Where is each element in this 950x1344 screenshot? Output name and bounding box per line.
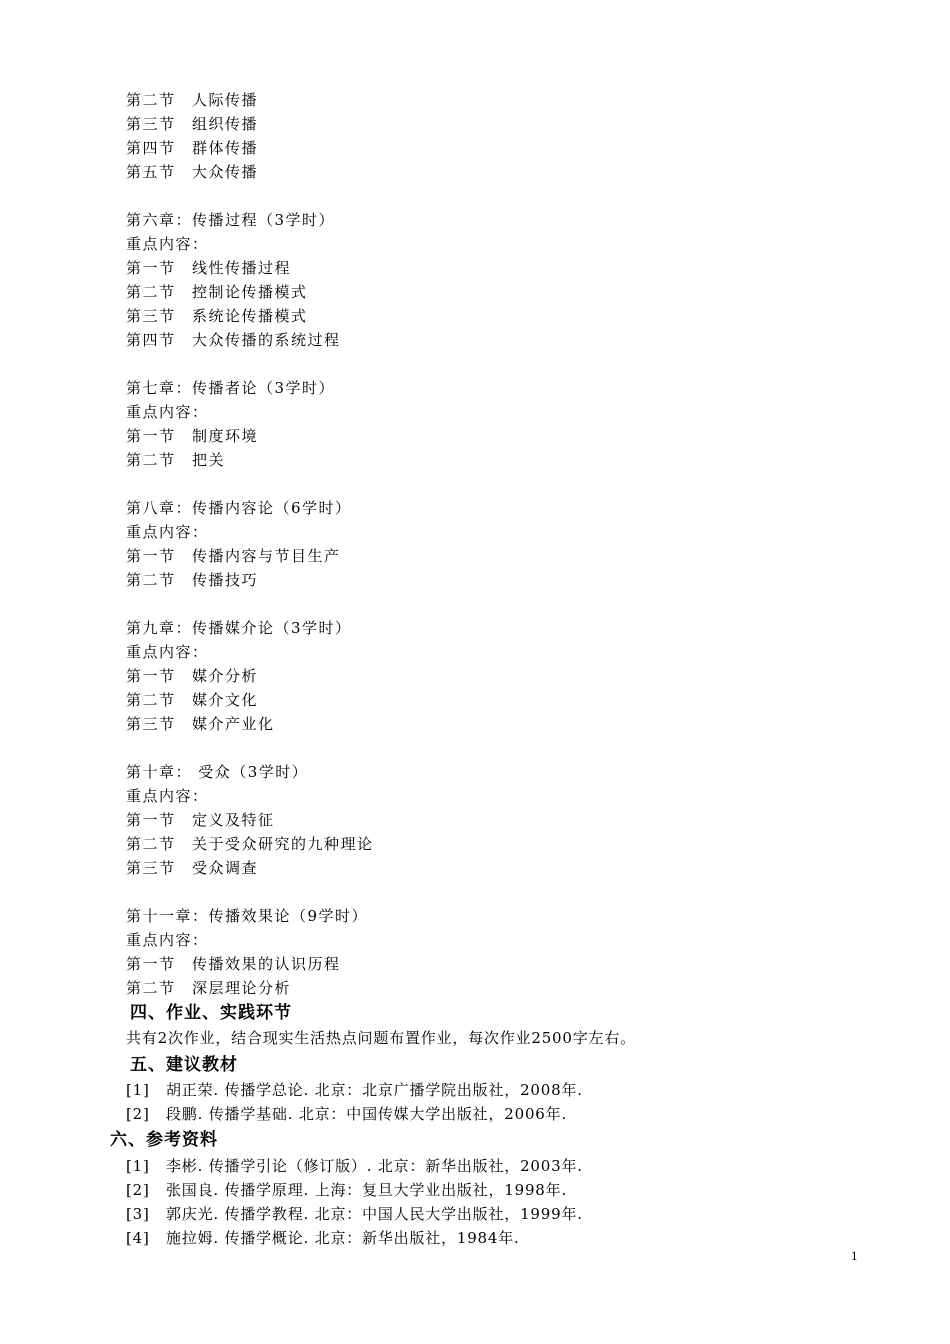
section-number: 第三节 bbox=[126, 115, 176, 133]
key-content-label: 重点内容： bbox=[126, 523, 209, 541]
section-number: 第一节 bbox=[126, 259, 176, 277]
reference-item bbox=[126, 1080, 583, 1100]
reference-item bbox=[126, 1104, 567, 1124]
section-number: 第一节 bbox=[126, 547, 176, 565]
section-number: 第四节 bbox=[126, 331, 176, 349]
section-title: 媒介分析 bbox=[192, 667, 259, 685]
section-number: 第一节 bbox=[126, 427, 176, 445]
section-title: 传播技巧 bbox=[192, 571, 259, 589]
section-line bbox=[126, 546, 341, 566]
section-line bbox=[126, 138, 258, 158]
section-line bbox=[126, 570, 258, 590]
reference-text: 施拉姆. 传播学概论. 北京：新华出版社，1984年. bbox=[166, 1229, 520, 1247]
section-title: 大众传播的系统过程 bbox=[192, 331, 341, 349]
section-title: 控制论传播模式 bbox=[192, 283, 308, 301]
section-line bbox=[126, 810, 275, 830]
section-line bbox=[126, 834, 374, 854]
chapter-title: 第八章：传播内容论（6学时） bbox=[126, 499, 352, 517]
key-content-label: 重点内容： bbox=[126, 931, 209, 949]
reference-text: 张国良. 传播学原理. 上海：复旦大学业出版社，1998年. bbox=[166, 1181, 568, 1199]
chapter-title: 第九章：传播媒介论（3学时） bbox=[126, 619, 352, 637]
section-line bbox=[126, 426, 258, 446]
section-line bbox=[126, 714, 275, 734]
section-number: 第四节 bbox=[126, 139, 176, 157]
section-line bbox=[126, 978, 291, 998]
reference-number: [1] bbox=[126, 1081, 150, 1099]
reference-number: [3] bbox=[126, 1205, 150, 1223]
chapter-title: 第七章：传播者论（3学时） bbox=[126, 379, 336, 397]
section-line bbox=[126, 666, 258, 686]
section-line bbox=[126, 954, 341, 974]
chapter-title: 第六章：传播过程（3学时） bbox=[126, 211, 336, 229]
section-heading-textbooks: 五、建议教材 bbox=[130, 1055, 238, 1075]
key-content-label: 重点内容： bbox=[126, 235, 209, 253]
key-content-label: 重点内容： bbox=[126, 403, 209, 421]
section-title: 关于受众研究的九种理论 bbox=[192, 835, 374, 853]
section-heading-references: 六、参考资料 bbox=[110, 1130, 218, 1150]
key-content-label: 重点内容： bbox=[126, 787, 209, 805]
reference-text: 李彬. 传播学引论（修订版）. 北京：新华出版社，2003年. bbox=[166, 1157, 583, 1175]
section-title: 媒介产业化 bbox=[192, 715, 275, 733]
reference-item bbox=[126, 1228, 520, 1248]
section-number: 第五节 bbox=[126, 163, 176, 181]
assignment-description: 共有2次作业，结合现实生活热点问题布置作业，每次作业2500字左右。 bbox=[126, 1029, 636, 1047]
chapter-title: 第十一章：传播效果论（9学时） bbox=[126, 907, 369, 925]
section-number: 第三节 bbox=[126, 859, 176, 877]
section-line bbox=[126, 258, 291, 278]
section-title: 群体传播 bbox=[192, 139, 259, 157]
section-number: 第二节 bbox=[126, 571, 176, 589]
reference-item bbox=[126, 1204, 583, 1224]
section-heading-assignments: 四、作业、实践环节 bbox=[130, 1003, 292, 1023]
section-line bbox=[126, 162, 258, 182]
section-title: 大众传播 bbox=[192, 163, 259, 181]
reference-item bbox=[126, 1180, 567, 1200]
section-title: 受众调查 bbox=[192, 859, 259, 877]
key-content-label: 重点内容： bbox=[126, 643, 209, 661]
section-number: 第一节 bbox=[126, 955, 176, 973]
section-line bbox=[126, 114, 258, 134]
section-number: 第二节 bbox=[126, 691, 176, 709]
section-number: 第三节 bbox=[126, 307, 176, 325]
reference-number: [2] bbox=[126, 1105, 150, 1123]
chapter-title: 第十章： 受众（3学时） bbox=[126, 763, 309, 781]
section-title: 人际传播 bbox=[192, 91, 259, 109]
section-line bbox=[126, 858, 258, 878]
page-number: 1 bbox=[851, 1248, 858, 1263]
section-number: 第二节 bbox=[126, 835, 176, 853]
section-line bbox=[126, 450, 225, 470]
section-number: 第二节 bbox=[126, 283, 176, 301]
section-title: 定义及特征 bbox=[192, 811, 275, 829]
section-title: 媒介文化 bbox=[192, 691, 259, 709]
reference-number: [1] bbox=[126, 1157, 150, 1175]
reference-text: 段鹏. 传播学基础. 北京：中国传媒大学出版社，2006年. bbox=[166, 1105, 568, 1123]
reference-number: [2] bbox=[126, 1181, 150, 1199]
section-line bbox=[126, 330, 341, 350]
reference-text: 郭庆光. 传播学教程. 北京：中国人民大学出版社，1999年. bbox=[166, 1205, 583, 1223]
section-title: 传播内容与节目生产 bbox=[192, 547, 341, 565]
section-title: 制度环境 bbox=[192, 427, 259, 445]
section-line bbox=[126, 690, 258, 710]
section-number: 第一节 bbox=[126, 811, 176, 829]
reference-text: 胡正荣. 传播学总论. 北京：北京广播学院出版社，2008年. bbox=[166, 1081, 583, 1099]
section-number: 第一节 bbox=[126, 667, 176, 685]
reference-number: [4] bbox=[126, 1229, 150, 1247]
section-title: 组织传播 bbox=[192, 115, 259, 133]
section-number: 第二节 bbox=[126, 451, 176, 469]
section-number: 第二节 bbox=[126, 91, 176, 109]
section-line bbox=[126, 90, 258, 110]
reference-item bbox=[126, 1156, 583, 1176]
section-title: 线性传播过程 bbox=[192, 259, 292, 277]
section-title: 系统论传播模式 bbox=[192, 307, 308, 325]
section-line bbox=[126, 306, 308, 326]
section-number: 第三节 bbox=[126, 715, 176, 733]
section-title: 传播效果的认识历程 bbox=[192, 955, 341, 973]
section-line bbox=[126, 282, 308, 302]
section-title: 深层理论分析 bbox=[192, 979, 292, 997]
section-title: 把关 bbox=[192, 451, 226, 469]
section-number: 第二节 bbox=[126, 979, 176, 997]
